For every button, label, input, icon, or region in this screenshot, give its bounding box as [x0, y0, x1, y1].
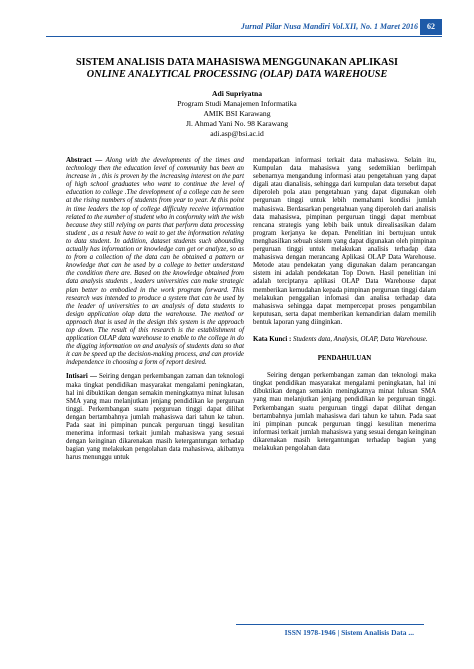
footer-text: ISSN 1978-1946 | Sistem Analisis Data ... [284, 628, 414, 637]
keywords-text: Students data, Analysis, OLAP, Data Warehouse. [291, 335, 428, 343]
abstract-paragraph [66, 157, 244, 367]
keywords-paragraph [253, 336, 436, 344]
intisari-text-left: Seiring dengan perkembangan zaman dan teknologi maka tingkat pendidikan masyarakat mengalami peningkatan, hal ini dibuktikan dengan semakin meningkatnya minat lulusan SMA yang mau melanjutkan jenjang pendidikan ke perguruan tinggi. Perkembangan suatu perguruan tinggi dapat dilihat dengan bertambahnya jumlah mahasiswa dari tahun ke tahun. Pada saat ini pimpinan puncak perguruan tinggi kesulitan menerima informasi terkait jumlah mahasiswa yang sesuai dengan keinginan dikarenakan masih ketergantungan terhadap bagian yang melakukan pengolahan data mahasiswa, akibatnya harus menunggu untuk [66, 373, 245, 462]
intisari-label: Intisari — [66, 373, 97, 381]
author-address: Jl. Ahmad Yani No. 98 Karawang [185, 119, 289, 128]
abstract-label: Abstract — [66, 157, 103, 164]
section-heading: PENDAHULUAN [317, 355, 372, 363]
author-name: Adi Supriyatna [211, 89, 262, 98]
author-email: adi.asp@bsi.ac.id [210, 129, 264, 138]
footer-divider [236, 624, 424, 625]
right-column [253, 157, 436, 453]
journal-header [0, 19, 474, 35]
author-block [100, 89, 374, 139]
abstract-text: Along with the developments of the times and technology then the education level of community has been an increase in , this is proven by the increasing interest on the part of high school graduates who want to continue the level of education to college .The development of a college can be seen at the rising numbers of students from year to year. At this point in time leaders the top of college difficulty receive information related to the number of student who in conformity with the wish because they still relying on parts that perform data processing student , as a result have to wait to get the information relating to data student. In addition, dataset students such abounding actually has information or knowledge can get or analyze, so as to from a collection of the data can be obtained a pattern or knowledge that can be used by a college to better understand the condition there are. Based on the knowledge obtained from data analysis students , leaders universities can make strategic plan better to embodied in the work program forward. This research was intended to produce a system that can be used by the leader of universities to an analysis of data students to design application olap data the warehouse. The method or approach that is used in the design this system is the approach top down. The result of this research is the establishment of application OLAP data warehouse to enable to the college in do the digging information on and analysis of students data so that it can be speed up the decision-making process, and can provide independence in choosing a form of report desired. [66, 157, 244, 367]
header-divider [46, 36, 442, 37]
author-program: Program Studi Manajemen Informatika [177, 99, 297, 108]
paper-title: SISTEM ANALISIS DATA MAHASISWA MENGGUNAKAN APLIKASI [75, 57, 398, 68]
keywords-label: Kata Kunci : [253, 335, 292, 343]
journal-name: Jurnal Pilar Nusa Mandiri Vol.XII, No. 1 Maret 2016 [240, 22, 418, 31]
intisari-paragraph [66, 373, 244, 462]
page-number: 62 [420, 19, 442, 35]
left-column [66, 157, 244, 462]
intisari-continued: mendapatkan informasi terkait data mahasiswa. Selain itu, Kumpulan data mahasiswa yang sedemikian berlimpah sebenarnya mengandung informasi atau pengetahuan yang dapat digali atau dianalisis, sehingga dari kumpulan data tersebut dapat diperoleh pola atau pengetahuan yang dapat digunakan oleh perguruan tinggi untuk lebih memahami kondisi jumlah mahasiswa. Berdasarkan pengetahuan yang diperoleh dari analisis data mahasiswa, pimpinan perguruan tinggi dapat membuat rencana strategis yang lebih baik untuk direalisasikan dalam program kerjanya ke depan. Penelitian ini bertujuan untuk menghasilkan sebuah sistem yang dapat digunakan oleh pimpinan perguruan tinggi untuk melakukan analisis terhadap data mahasiswa dengan merancang Aplikasi OLAP Data Warehouse. Metode atau pendekatan yang digunakan dalam perancangan sistem ini adalah pendekatan Top Down. Hasil penelitian ini adalah terciptanya aplikasi OLAP Data Warehouse dapat memberikan kemudahan kepada pimpinan perguruan tinggi dalam melakukan penggalian infomasi dan analisa terhadap data mahasiswa sehingga dapat mempercepat proses pengambilan keputusan, serta dapat memberikan kemandirian dalam memilih bentuk laporan yang diinginkan. [253, 157, 436, 326]
author-institution: AMIK BSI Karawang [203, 109, 271, 118]
section-paragraph: Seiring dengan perkembangan zaman dan teknologi maka tingkat pendidikan masyarakat mengalami peningkatan, hal ini dibuktikan dengan semakin meningkatnya minat lulusan SMA yang mau melanjutkan jenjang pendidikan ke perguruan tinggi. Perkembangan suatu perguruan tinggi dapat dilihat dengan bertambahnya jumlah mahasiswa dari tahun ke tahun. Pada saat ini pimpinan puncak perguruan tinggi kesulitan menerima informasi terkait jumlah mahasiswa yang sesuai dengan keinginan dikarenakan masih ketergantungan terhadap bagian yang melakukan pengolahan data [253, 372, 436, 452]
paper-subtitle: ONLINE ANALYTICAL PROCESSING (OLAP) DATA WAREHOUSE [86, 69, 388, 80]
